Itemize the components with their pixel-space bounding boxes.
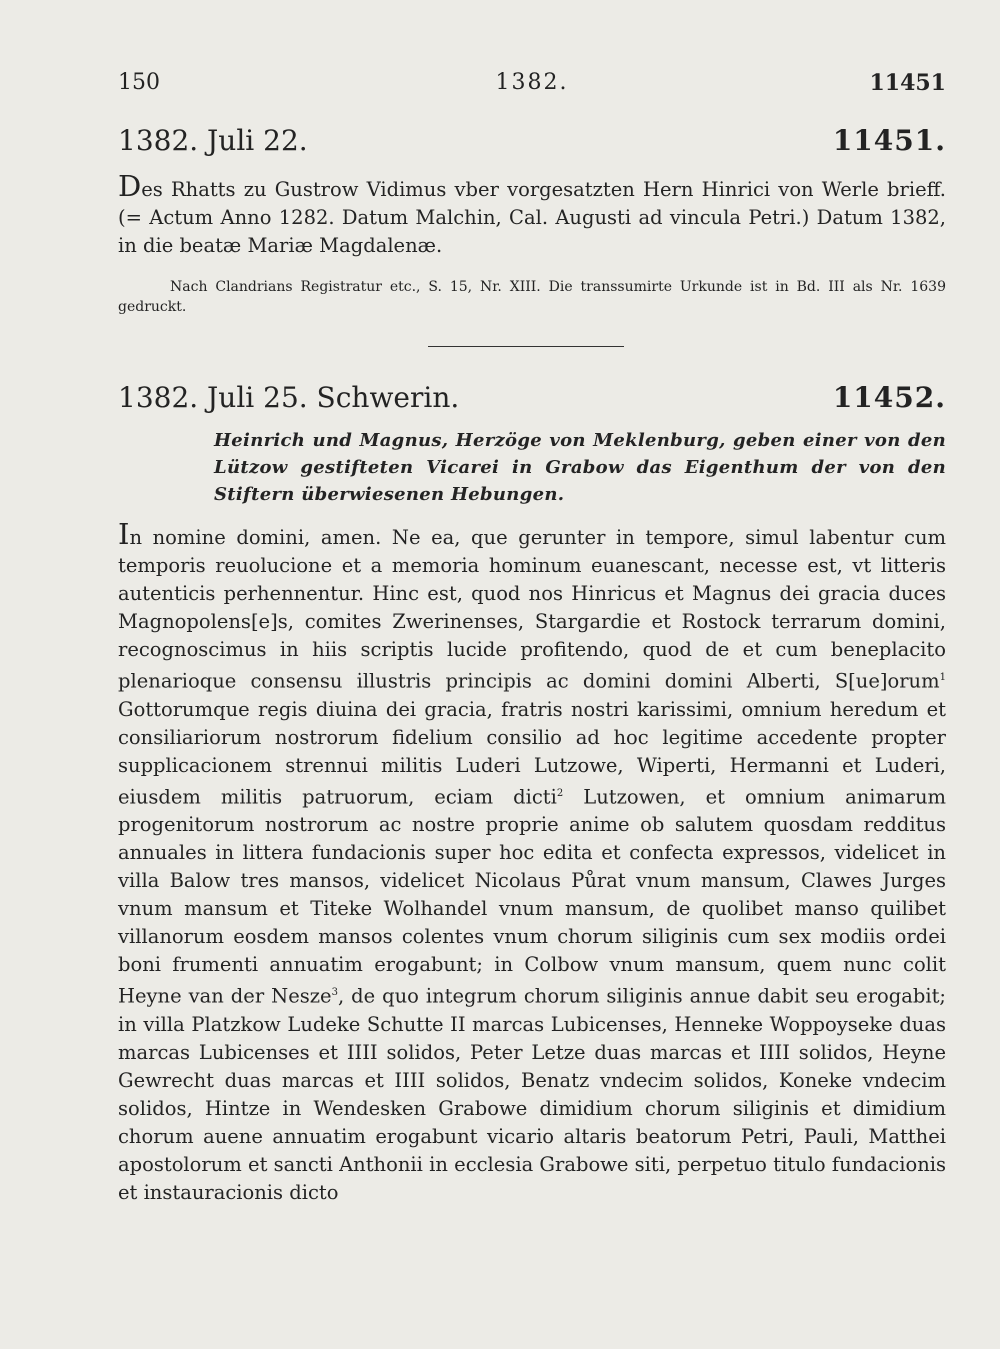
running-head-year: 1382. bbox=[495, 70, 569, 95]
entry-number: 11452. bbox=[832, 381, 946, 414]
running-head-number: 11451 bbox=[869, 70, 946, 96]
charter-text-part-1: n nomine domini, amen. Ne ea, que gerunter in tempore, simul labentur cum temporis reuolucione et a memoria hominum euanescant, necesse est, vt litteris autenticis perhennentur. Hinc est, quod nos Hinricus et Magnus dei gracia duces Magnopolens[e]s, comites Zwerinenses, Stargardie et Rostock terrarum domini, recognoscimus in hiis scriptis lucide profitendo, quod de et cum beneplacito plenarioque consensu illustris principis ac domini domini Alberti, S[ue]orum bbox=[118, 526, 946, 693]
entry-number: 11451. bbox=[832, 124, 946, 157]
charter-text-part-3: Lutzowen, et omnium animarum progenitorum nostrorum ac nostre proprie anime ob salutem quosdam redditus annuales in littera fundacionis super hoc edita et confecta expressos, videlicet in villa Balow tres mansos, videlicet Nicolaus Půrat vnum mansum, Clawes Jurges vnum mansum et Titeke Wolhandel vnum mansum, de quolibet manso quilibet villanorum eosdem mansos colentes vnum chorum siliginis cum sex modiis ordei boni frumenti annuatim erogabunt; in Colbow vnum mansum, quem nunc colit Heyne van der Nesze bbox=[118, 785, 946, 1008]
footnote-mark: 3 bbox=[331, 987, 338, 998]
entry-heading-11452 bbox=[118, 381, 946, 425]
section-divider bbox=[428, 346, 624, 347]
entry-text-11452 bbox=[118, 517, 947, 1207]
footnote-mark: 2 bbox=[556, 787, 564, 799]
running-head bbox=[118, 70, 946, 102]
charter-text-part-2: Gottorumque regis diuina dei gracia, fratris nostri karissimi, omnium heredum et consiliariorum nostrorum fidelium consilio ad hoc legitime accedente propter supplicacionem strennui militis Luderi Lutzowe, Wiperti, Hermanni et Luderi, eiusdem militis patruorum, eciam dicti bbox=[118, 697, 946, 808]
charter-text-part-4: , de quo integrum chorum siliginis annue dabit seu erogabit; in villa Platzkow Ludeke Schutte II marcas Lubicenses, Henneke Woppoyseke duas marcas Lubicenses et IIII solidos, Peter Letze duas marcas et IIII solidos, Heyne Gewrecht duas marcas et IIII solidos, Benatz vndecim solidos, Koneke vndecim solidos, Hintze in Wendesken Grabowe dimidium chorum siliginis et dimidium chorum auene annuatim erogabunt vicario altaris beatorum Petri, Pauli, Matthei apostolorum et sancti Anthonii in ecclesia Grabowe siti, perpetuo titulo fundacionis et instauracionis dicto bbox=[118, 984, 947, 1204]
entry-heading-11451 bbox=[118, 124, 946, 168]
source-note-text: Nach Clandrians Registratur etc., S. 15, Nr. XIII. Die transsumirte Urkunde ist in Bd. III als Nr. 1639 gedruckt. bbox=[118, 279, 946, 315]
entry-date: 1382. Juli 22. bbox=[118, 124, 308, 157]
entry-text-11451 bbox=[118, 169, 946, 260]
entry-summary: Heinrich und Magnus, Herzöge von Meklenburg, geben einer von den Lützow gestifteten Vicarei in Grabow das Eigenthum der von den Stiftern überwiesenen Hebungen. bbox=[214, 430, 946, 505]
footnote-mark: 1 bbox=[939, 672, 946, 683]
initial-letter: D bbox=[118, 169, 142, 203]
entry-body: es Rhatts zu Gustrow Vidimus vber vorgesatzten Hern Hinrici von Werle brieff. (= Actum Anno 1282. Datum Malchin, Cal. Augusti ad vincula Petri.) Datum 1382, in die beatæ Mariæ Magdalenæ. bbox=[118, 178, 946, 257]
initial-letter: I bbox=[118, 517, 130, 551]
page-number: 150 bbox=[118, 70, 160, 95]
source-note bbox=[118, 277, 946, 317]
entry-date: 1382. Juli 25. Schwerin. bbox=[118, 381, 460, 414]
